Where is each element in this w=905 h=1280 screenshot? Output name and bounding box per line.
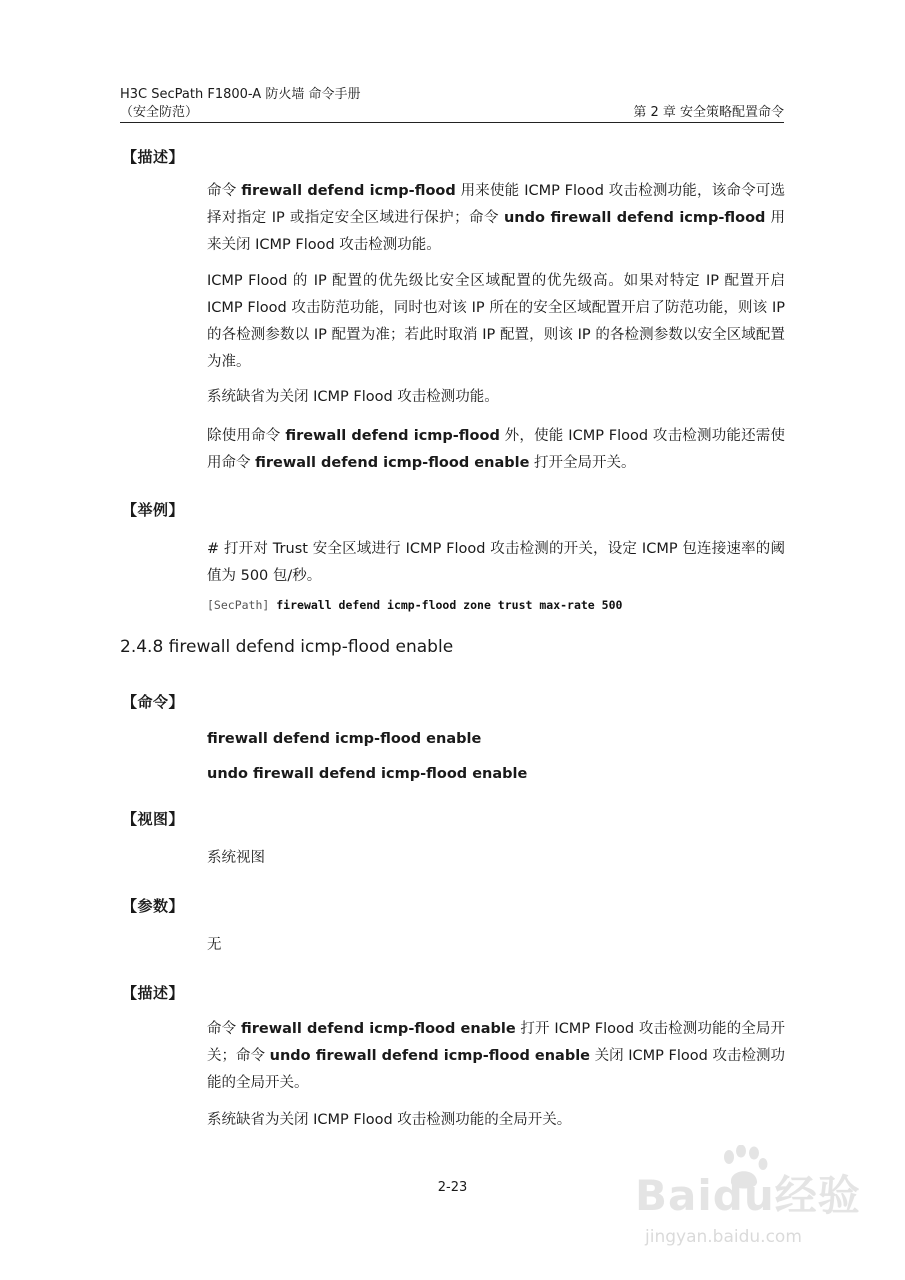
view-text: 系统视图 [207,850,265,866]
page-number: 2-23 [437,1180,468,1195]
text-run: 关闭 ICMP Flood 攻击检测功能的全局开关。 [207,1048,786,1091]
header-subtitle: （安全防范） [120,105,199,120]
header-chapter: 第 2 章 安全策略配置命令 [633,105,784,120]
params-text: 无 [207,937,222,953]
command-keyword: firewall defend icmp-flood enable [255,455,530,471]
header-rule [120,122,784,123]
description-paragraph-4 [207,423,785,477]
section-label-example: 【举例】 [122,501,185,519]
code-prompt: [SecPath] [207,598,277,612]
text-run: 命令 [207,183,242,199]
text-run: 用来使能 ICMP Flood 攻击检测功能，该命令可选择对指定 IP 或指定安全区域进行保护；命令 [207,183,786,226]
command-line-2: undo firewall defend icmp-flood enable [207,766,528,782]
section-label-view: 【视图】 [122,810,185,828]
code-command: firewall defend icmp-flood zone trust max-rate 500 [276,598,623,612]
command-keyword: firewall defend icmp-flood enable [241,1021,516,1037]
text-run: 命令 [207,1021,241,1037]
description-paragraph-1 [207,178,785,259]
header-product: H3C SecPath F1800-A 防火墙 命令手册 [120,87,361,102]
description2-paragraph-2: 系统缺省为关闭 ICMP Flood 攻击检测功能的全局开关。 [207,1112,572,1128]
command-keyword: firewall defend icmp-flood [285,428,500,444]
watermark-logo: Baidu经验 [635,1171,861,1220]
text-run: 打开全局开关。 [529,455,636,471]
watermark-url: jingyan.baidu.com [645,1227,802,1247]
section-label-command: 【命令】 [122,693,185,711]
text-run: 外，使能 ICMP Flood 攻击检测功能还需使用命令 [207,428,786,471]
description-paragraph-2: ICMP Flood 的 IP 配置的优先级比安全区域配置的优先级高。如果对特定 IP 配置开启 ICMP Flood 攻击防范功能，同时也对该 IP 所在的安全区域配置开启了防范功能，则该 IP 的各检测参数以 IP 配置为准；若此时取消 IP 配置，则该 IP 的各检测参数以安全区域配置为准。 [207,273,785,370]
description2-paragraph-1 [207,1016,785,1097]
example-text: # 打开对 Trust 安全区域进行 ICMP Flood 攻击检测的开关，设定 ICMP 包连接速率的阈值为 500 包/秒。 [207,541,785,584]
command-keyword: undo firewall defend icmp-flood enable [269,1048,591,1064]
command-line-1: firewall defend icmp-flood enable [207,731,482,747]
text-run: 打开 ICMP Flood 攻击检测功能的全局开关；命令 [207,1021,785,1064]
example-code [207,598,622,612]
baidu-watermark [635,1145,865,1255]
command-keyword: firewall defend icmp-flood [241,183,456,199]
description-paragraph-3: 系统缺省为关闭 ICMP Flood 攻击检测功能。 [207,389,499,405]
text-run: 用来关闭 ICMP Flood 攻击检测功能。 [207,210,785,253]
text-run: 除使用命令 [207,428,286,444]
section-label-description: 【描述】 [122,148,185,166]
command-keyword: undo firewall defend icmp-flood [503,210,766,226]
subsection-heading: 2.4.8 firewall defend icmp-flood enable [120,637,454,657]
section-label-description-2: 【描述】 [122,984,185,1002]
page-header [120,86,360,122]
section-label-params: 【参数】 [122,897,185,915]
